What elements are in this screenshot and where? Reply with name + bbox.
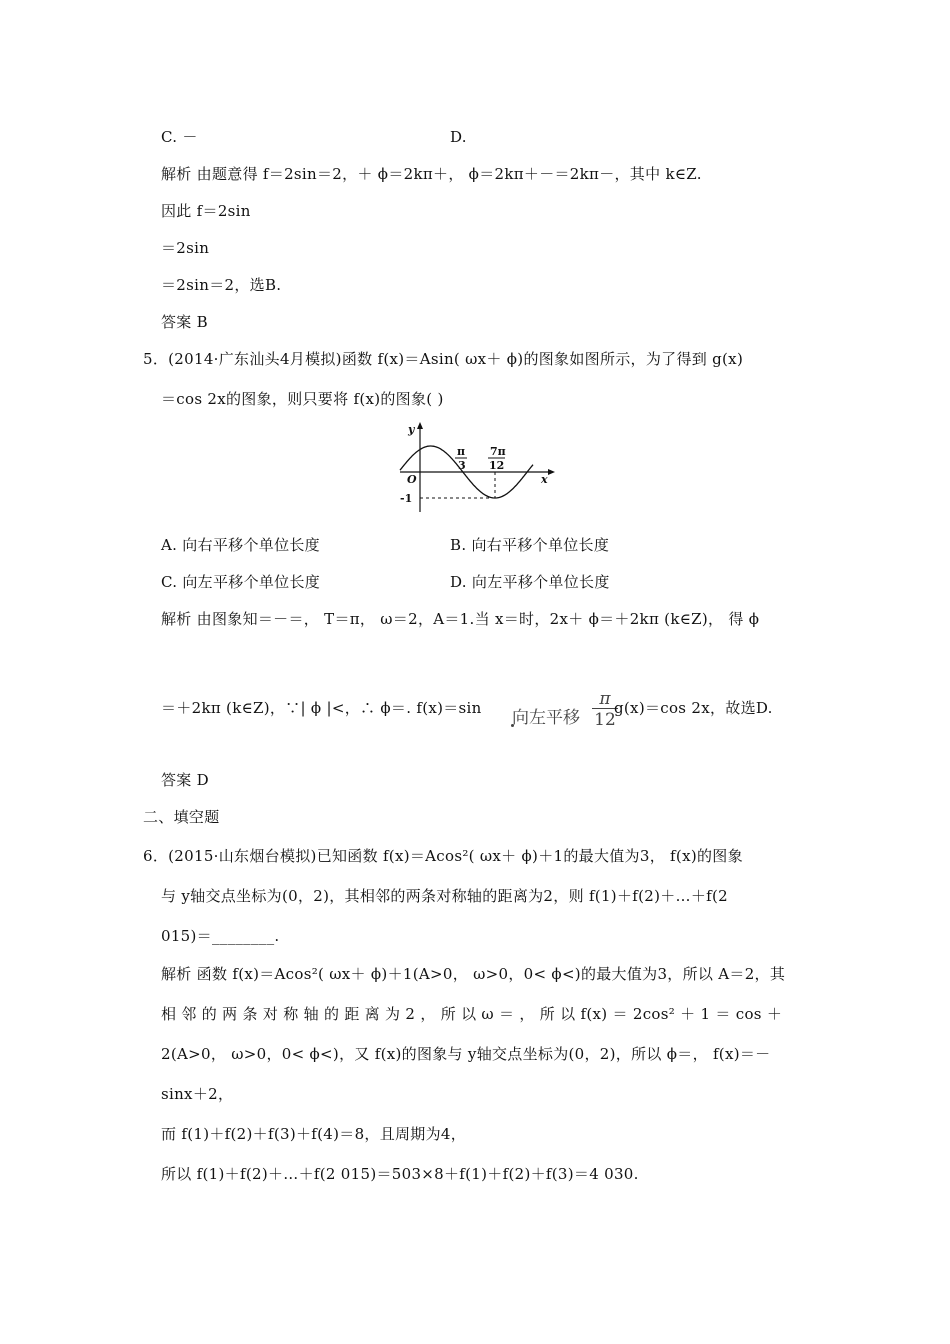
section-title: 二、填空题 [143,808,220,826]
option-b: B. 向右平移个单位长度 [450,536,610,554]
analysis-line: 解析 由图象知＝－＝， T＝π， ω＝2，A＝1.当 x＝时，2x＋ ϕ＝＋2kπ (k∈Z)， 得 ϕ [161,610,760,628]
analysis-line: 因此 f＝2sin [161,202,251,220]
analysis-line: 解析 由题意得 f＝2sin＝2，＋ ϕ＝2kπ＋， ϕ＝2kπ＋－＝2kπ－，其中 k∈Z. [161,165,702,183]
q6-stem: 015)＝________. [161,927,280,945]
shift-fraction-num: π [592,690,618,709]
x-axis-arrow [548,469,555,475]
analysis-line: 2(A>0， ω>0，0< ϕ<)，又 f(x)的图象与 y轴交点坐标为(0，2)，所以 ϕ＝， f(x)＝－ [161,1045,771,1063]
answer-line: 答案 D [161,771,209,789]
option-d: D. [450,128,467,146]
option-d: D. 向左平移个单位长度 [450,573,610,591]
analysis-line-end: g(x)＝cos 2x，故选D. [614,699,773,717]
neg-one-label: -1 [400,492,413,505]
shift-fraction-den: 12 [594,710,616,730]
option-c: C. － [161,128,198,146]
tick-7pi-12-den: 12 [489,459,505,472]
analysis-line: ＝2sin＝2，选B. [161,276,282,294]
tick-pi-3-den: 3 [458,459,466,472]
x-axis-label: x [541,473,548,486]
origin-label: O [407,473,417,486]
tick-pi-3-num: π [457,445,466,458]
option-c: C. 向左平移个单位长度 [161,573,321,591]
analysis-line: 解析 函数 f(x)＝Acos²( ωx＋ ϕ)＋1(A>0， ω>0，0< ϕ<)的最大值为3，所以 A＝2，其 [161,965,786,983]
tick-7pi-12-num: 7π [490,445,506,458]
analysis-line: ＝＋2kπ (k∈Z)，∵| ϕ |<，∴ ϕ＝. f(x)＝sin [161,699,482,717]
option-a: A. 向右平移个单位长度 [161,536,320,554]
answer-line: 答案 B [161,313,208,331]
analysis-line: 而 f(1)＋f(2)＋f(3)＋f(4)＝8，且周期为4， [161,1125,467,1143]
shift-annotation: 向左平移 [512,708,580,728]
q5-stem: 5．(2014·广东汕头4月模拟)函数 f(x)＝Asin( ωx＋ ϕ)的图象如图所示，为了得到 g(x) [143,350,744,368]
y-axis-arrow [417,422,423,429]
q5-stem: ＝cos 2x的图象，则只要将 f(x)的图象( ) [161,390,444,408]
y-axis-label: y [408,423,415,436]
q6-stem: 与 y轴交点坐标为(0，2)，其相邻的两条对称轴的距离为2，则 f(1)＋f(2)＋…＋f(2 [161,887,728,905]
q6-stem: 6．(2015·山东烟台模拟)已知函数 f(x)＝Acos²( ωx＋ ϕ)＋1的最大值为3， f(x)的图象 [143,847,743,865]
sine-graph [395,420,560,516]
analysis-line: ＝2sin [161,239,210,257]
analysis-line: 相 邻 的 两 条 对 称 轴 的 距 离 为 2 ， 所 以 ω ＝ ， 所 以 f(x) ＝ 2cos² ＋ 1 ＝ cos ＋ [161,1005,783,1023]
analysis-line: sinx＋2， [161,1085,234,1103]
analysis-line: 所以 f(1)＋f(2)＋…＋f(2 015)＝503×8＋f(1)＋f(2)＋f(3)＝4 030. [161,1165,639,1183]
